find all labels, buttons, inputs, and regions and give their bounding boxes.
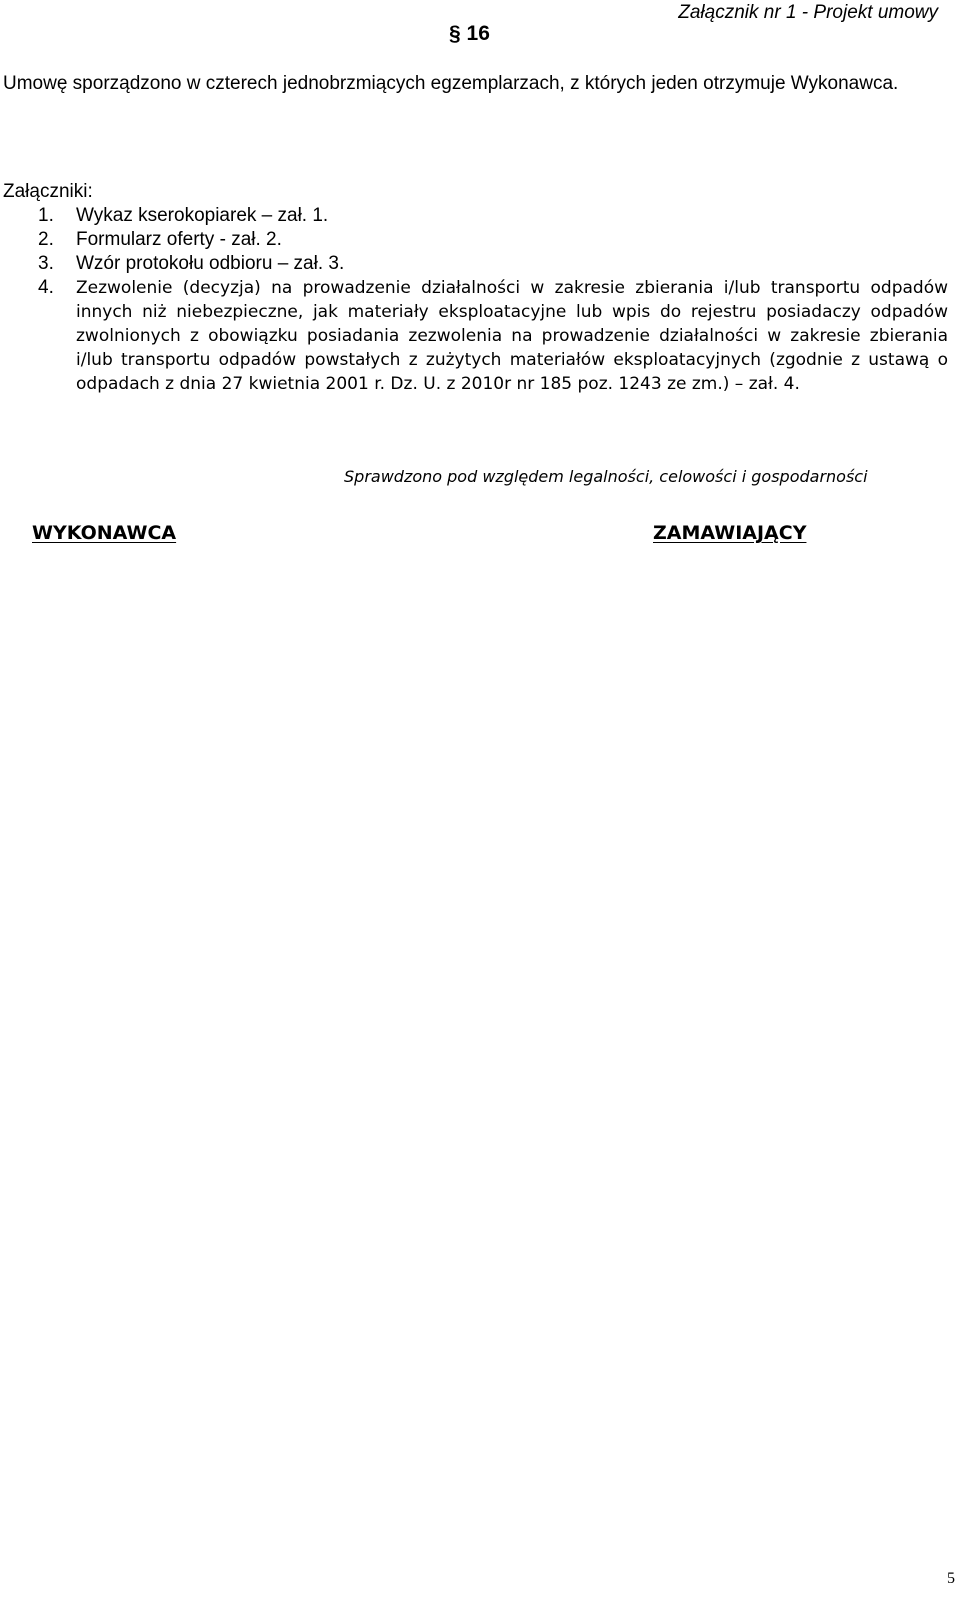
attachment-number: 2. — [38, 229, 54, 250]
attachment-number: 3. — [38, 253, 54, 274]
section-heading: § 16 — [449, 22, 490, 45]
attachment-number: 1. — [38, 205, 54, 226]
attachment-text: Zezwolenie (decyzja) na prowadzenie działalności w zakresie zbierania i/lub transportu odpadów innych niż niebezpieczne, jak materiały eksploatacyjne lub wpis do rejestru posiadaczy odpadów zwolnionych z obowiązku posiadania zezwolenia na prowadzenie działalności w zakresie zbierania i/lub transportu odpadów powstałych z zużytych materiałów eksploatacyjnych (zgodnie z ustawą o odpadach z dnia 27 kwietnia 2001 r. Dz. U. z 2010r nr 185 poz. 1243 ze zm.) – zał. 4. — [76, 278, 948, 394]
annex-header-note: Załącznik nr 1 - Projekt umowy — [678, 2, 938, 23]
attachment-item-1 — [38, 204, 328, 228]
attachment-item-3 — [38, 252, 344, 276]
page-number: 5 — [947, 1570, 955, 1587]
attachment-number: 4. — [38, 277, 54, 298]
intro-paragraph: Umowę sporządzono w czterech jednobrzmiących egzemplarzach, z których jeden otrzymuje Wykonawca. — [3, 73, 899, 94]
signature-contractor: WYKONAWCA — [32, 522, 177, 544]
attachments-title: Załączniki: — [3, 181, 93, 202]
signature-client: ZAMAWIAJĄCY — [653, 522, 807, 544]
attachment-text: Wykaz kserokopiarek – zał. 1. — [76, 205, 329, 226]
attachment-item-2 — [38, 228, 282, 252]
verification-note: Sprawdzono pod względem legalności, celowości i gospodarności — [344, 467, 868, 486]
attachment-text: Wzór protokołu odbioru – zał. 3. — [76, 253, 345, 274]
attachment-item-4 — [38, 276, 948, 396]
attachment-text: Formularz oferty - zał. 2. — [76, 229, 282, 250]
